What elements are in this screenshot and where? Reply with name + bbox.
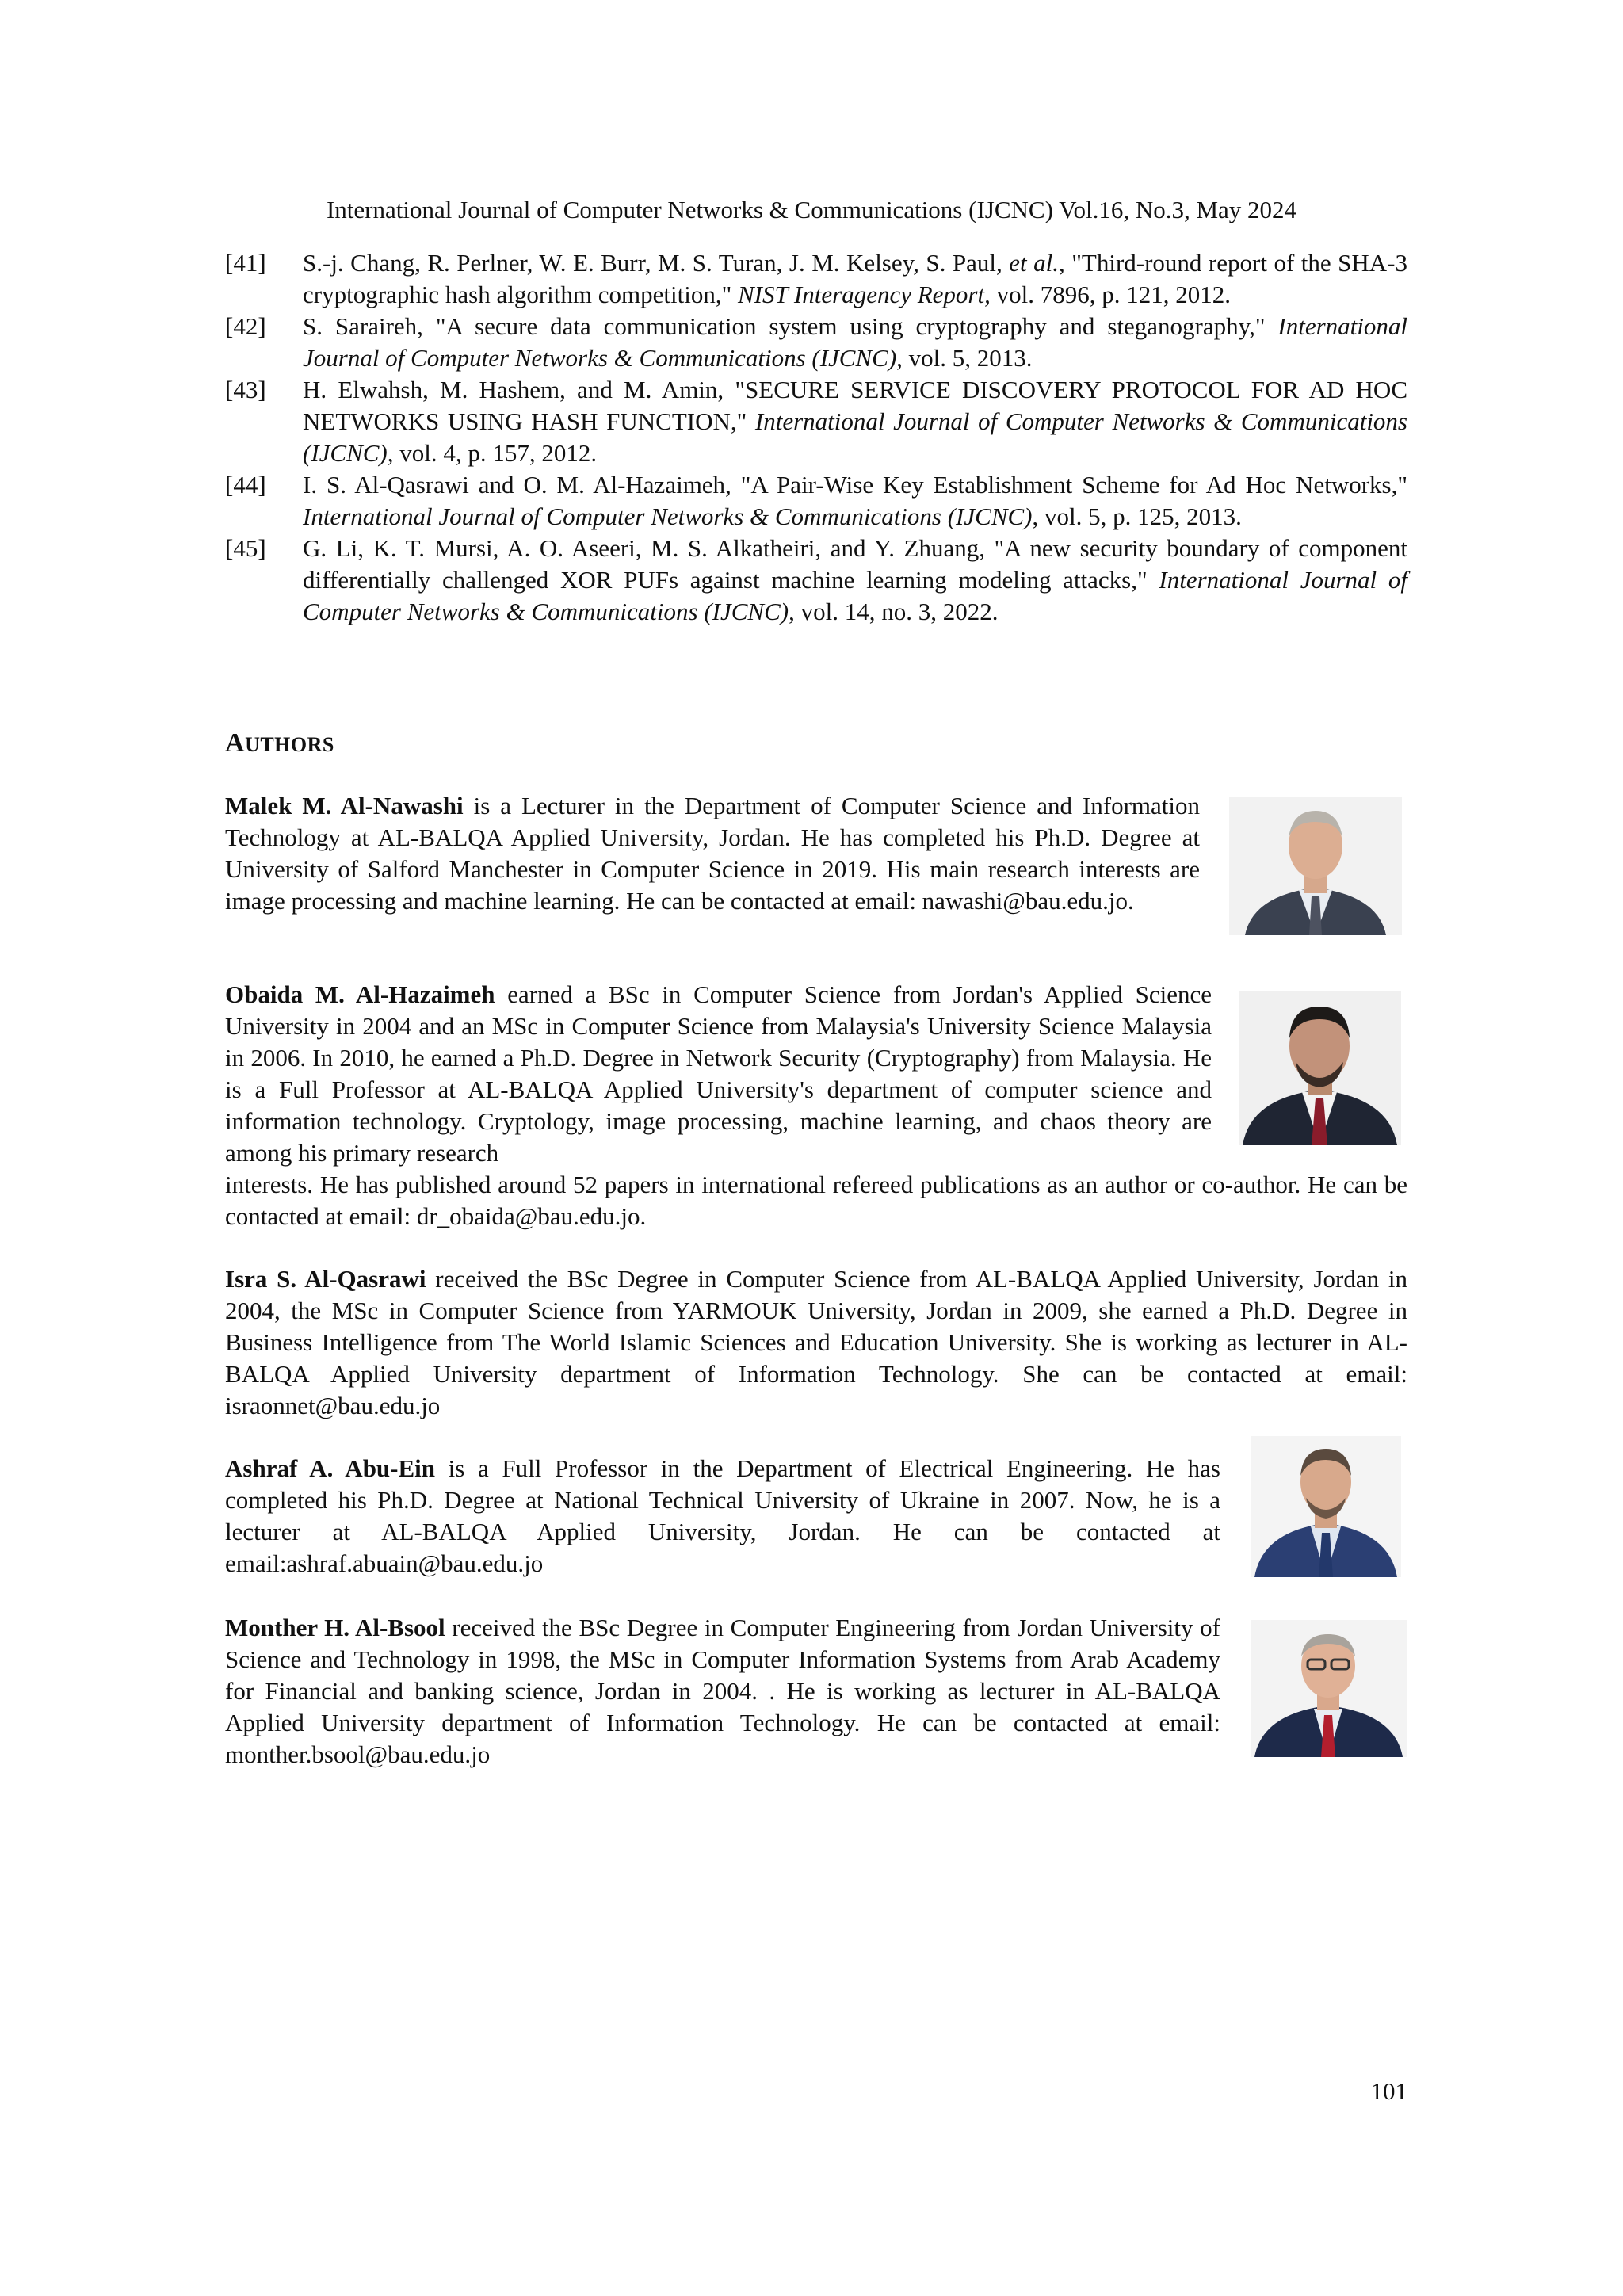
reference-item-44: [225, 469, 1407, 533]
author-photo-al-nawashi: [1229, 797, 1402, 935]
author-bio-al-hazaimeh: Obaida M. Al-Hazaimeh earned a BSc in Computer Science from Jordan's Applied Science University in 2004 and an MSc in Computer Science from Malaysia's University Science Malaysia in 2006. In 2010, he earned a Ph.D. Degree in Network Security (Cryptography) from Malaysia. He is a Full Professor at AL-BALQA Applied University's department of computer science and information technology. Cryptology, image processing, machine learning, and chaos theory are among his primary research: [225, 980, 1212, 1167]
reference-item-45: [225, 533, 1407, 628]
author-name: Malek M. Al-Nawashi: [225, 792, 464, 819]
author-bio-al-bsool: Monther H. Al-Bsool received the BSc Degree in Computer Engineering from Jordan University of Science and Technology in 1998, the MSc in Computer Information Systems from Arab Academy for Financial and banking science, Jordan in 2004. . He is working as lecturer in AL-BALQA Applied University department of Information Technology. He can be contacted at email: monther.bsool@bau.edu.jo: [225, 1614, 1220, 1768]
reference-item-41: [225, 247, 1407, 311]
author-name: Monther H. Al-Bsool: [225, 1614, 445, 1641]
author-bio-abu-ein: Ashraf A. Abu-Ein is a Full Professor in the Department of Electrical Engineering. He has completed his Ph.D. Degree at National Technical University of Ukraine in 2007. Now, he is a lecturer at AL-BALQA Applied University, Jordan. He can be contacted at email:ashraf.abuain@bau.edu.jo: [225, 1454, 1220, 1577]
author-photo-al-bsool: [1251, 1620, 1407, 1757]
reference-text: H. Elwahsh, M. Hashem, and M. Amin, "SECURE SERVICE DISCOVERY PROTOCOL FOR AD HOC NETWORKS USING HASH FUNCTION," International Journal of Computer Networks & Communications (IJCNC), vol. 4, p. 157, 2012.: [303, 376, 1407, 467]
reference-number: [41]: [225, 249, 266, 277]
reference-number: [43]: [225, 376, 266, 403]
reference-item-42: [225, 311, 1407, 374]
reference-text: G. Li, K. T. Mursi, A. O. Aseeri, M. S. Alkatheiri, and Y. Zhuang, "A new security boundary of component differentially challenged XOR PUFs against machine learning modeling attacks," International Journal of Computer Networks & Communications (IJCNC), vol. 14, no. 3, 2022.: [303, 534, 1407, 625]
reference-list: [225, 247, 1407, 628]
author-name: Isra S. Al-Qasrawi: [225, 1265, 426, 1293]
reference-number: [44]: [225, 471, 266, 499]
reference-number: [42]: [225, 312, 266, 340]
reference-text: S. Saraireh, "A secure data communication system using cryptography and steganography," International Journal of Computer Networks & Communications (IJCNC), vol. 5, 2013.: [303, 312, 1407, 372]
reference-item-43: [225, 374, 1407, 469]
author-bio-al-qasrawi: Isra S. Al-Qasrawi received the BSc Degree in Computer Science from AL-BALQA Applied University, Jordan in 2004, the MSc in Computer Science from YARMOUK University, Jordan in 2009, she earned a Ph.D. Degree in Business Intelligence from The World Islamic Sciences and Education University. She is working as lecturer in AL-BALQA Applied University department of Information Technology. She can be contacted at email: israonnet@bau.edu.jo: [225, 1265, 1407, 1419]
author-photo-al-hazaimeh: [1239, 991, 1401, 1145]
page-number: 101: [1370, 2077, 1407, 2105]
reference-number: [45]: [225, 534, 266, 562]
reference-text: S.-j. Chang, R. Perlner, W. E. Burr, M. S. Turan, J. M. Kelsey, S. Paul, et al., "Third-round report of the SHA-3 cryptographic hash algorithm competition," NIST Interagency Report, vol. 7896, p. 121, 2012.: [303, 249, 1407, 308]
author-bio-al-hazaimeh-continued: interests. He has published around 52 papers in international refereed publications as an author or co-author. He can be contacted at email: dr_obaida@bau.edu.jo.: [225, 1171, 1407, 1230]
author-name: Ashraf A. Abu-Ein: [225, 1454, 436, 1482]
reference-text: I. S. Al-Qasrawi and O. M. Al-Hazaimeh, "A Pair-Wise Key Establishment Scheme for Ad Hoc Networks," International Journal of Computer Networks & Communications (IJCNC), vol. 5, p. 125, 2013.: [303, 471, 1407, 530]
author-photo-abu-ein: [1251, 1436, 1401, 1577]
authors-heading: AUTHORS: [225, 728, 334, 758]
author-bio-al-nawashi: Malek M. Al-Nawashi is a Lecturer in the Department of Computer Science and Information Technology at AL-BALQA Applied University, Jordan. He has completed his Ph.D. Degree at University of Salford Manchester in Computer Science in 2019. His main research interests are image processing and machine learning. He can be contacted at email: nawashi@bau.edu.jo.: [225, 792, 1201, 915]
running-header: International Journal of Computer Networks & Communications (IJCNC) Vol.16, No.3, May 2024: [326, 196, 1297, 223]
author-name: Obaida M. Al-Hazaimeh: [225, 980, 495, 1008]
